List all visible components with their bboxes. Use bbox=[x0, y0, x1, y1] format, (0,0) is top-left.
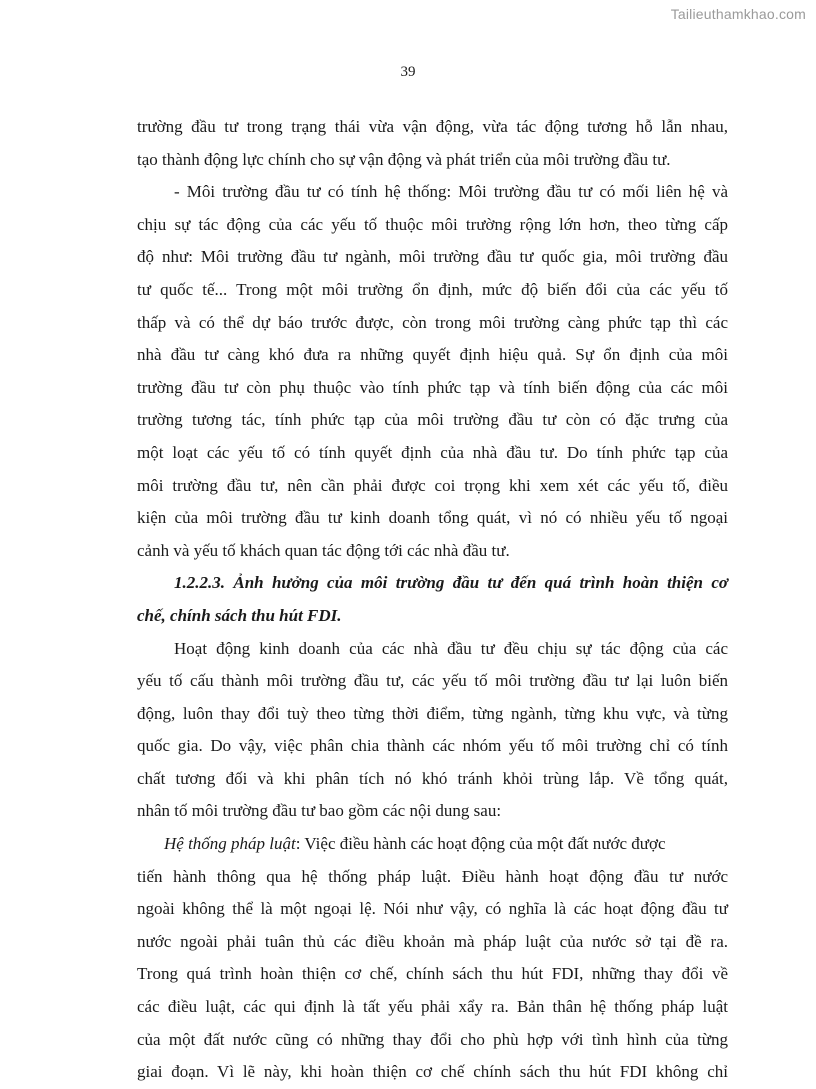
text-line: động, luôn thay đổi tuỳ theo từng thời điểm, từng ngành, từng khu vực, và từng bbox=[137, 703, 728, 723]
text-line: tạo thành động lực chính cho sự vận động và phát triển của môi trường đầu tư. bbox=[137, 149, 671, 169]
text-line: độ như: Môi trường đầu tư ngành, môi trường đầu tư quốc gia, môi trường đầu bbox=[137, 247, 728, 267]
text-line: chịu sự tác động của các yếu tố thuộc môi trường rộng lớn hơn, theo từng cấp bbox=[137, 214, 728, 234]
text-line: một loạt các yếu tố có tính quyết định của nhà đầu tư. Do tính phức tạp của bbox=[137, 442, 728, 462]
text-line: của một đất nước cũng có những thay đổi cho phù hợp với tình hình của từng bbox=[137, 1029, 728, 1049]
text-line: chất tương đối và khi phân tích nó khó tránh khỏi trùng lắp. Về tổng quát, bbox=[137, 768, 728, 788]
document-body bbox=[137, 111, 728, 1089]
text-line: thấp và có thể dự báo trước được, còn trong môi trường càng phức tạp thì các bbox=[137, 312, 728, 332]
italic-term: Hệ thống pháp luật bbox=[164, 834, 296, 854]
text-line: tiến hành thông qua hệ thống pháp luật. Điều hành hoạt động đầu tư nước bbox=[137, 866, 728, 886]
section-heading: chế, chính sách thu hút FDI. bbox=[137, 605, 342, 625]
text-line: Trong quá trình hoàn thiện cơ chế, chính sách thu hút FDI, những thay đổi về bbox=[137, 964, 728, 984]
text-line: - Môi trường đầu tư có tính hệ thống: Môi trường đầu tư có mối liên hệ và bbox=[174, 182, 728, 202]
text-line: tư quốc tế... Trong một môi trường ổn định, mức độ biến đổi của các yếu tố bbox=[137, 279, 728, 299]
section-heading: 1.2.2.3. Ảnh hưởng của môi trường đầu tư đến quá trình hoàn thiện cơ bbox=[174, 573, 728, 593]
text-line: môi trường đầu tư, nên cần phải được coi trọng khi xem xét các yếu tố, điều bbox=[137, 475, 728, 495]
text-line: giai đoạn. Vì lẽ này, khi hoàn thiện cơ chế chính sách thu hút FDI không chỉ bbox=[137, 1062, 728, 1082]
watermark: Tailieuthamkhao.com bbox=[670, 6, 806, 22]
text-line: yếu tố cấu thành môi trường đầu tư, các yếu tố môi trường đầu tư lại luôn biến bbox=[137, 671, 728, 691]
text-line: nhà đầu tư càng khó đưa ra những quyết định hiệu quả. Sự ổn định của môi bbox=[137, 345, 728, 365]
text-line: nhân tố môi trường đầu tư bao gồm các nội dung sau: bbox=[137, 801, 502, 821]
text-line: trường đầu tư còn phụ thuộc vào tính phức tạp và tính biến động của các môi bbox=[137, 377, 728, 397]
page-number: 39 bbox=[400, 64, 416, 80]
text-line: cảnh và yếu tố khách quan tác động tới các nhà đầu tư. bbox=[137, 540, 510, 560]
text-line: kiện của môi trường đầu tư kinh doanh tổng quát, vì nó có nhiều yếu tố ngoại bbox=[137, 508, 728, 528]
text-line bbox=[137, 828, 728, 861]
text-line: quốc gia. Do vậy, việc phân chia thành các nhóm yếu tố môi trường chỉ có tính bbox=[137, 736, 728, 756]
text-line: nước ngoài phải tuân thủ các điều khoản mà pháp luật của nước sở tại đề ra. bbox=[137, 931, 728, 951]
text-line: ngoài không thể là một ngoại lệ. Nói như vậy, có nghĩa là các hoạt động đầu tư bbox=[137, 899, 728, 919]
text-line: Hoạt động kinh doanh của các nhà đầu tư đều chịu sự tác động của các bbox=[174, 638, 728, 658]
text-line: trường đầu tư trong trạng thái vừa vận động, vừa tác động tương hỗ lẫn nhau, bbox=[137, 117, 728, 136]
text-line-rest: : Việc điều hành các hoạt động của một đất nước được bbox=[295, 834, 666, 854]
text-line: trường tương tác, tính phức tạp của môi trường đầu tư còn có đặc trưng của bbox=[137, 410, 728, 430]
text-line: các điều luật, các qui định là tất yếu phải xẩy ra. Bản thân hệ thống pháp luật bbox=[137, 997, 728, 1017]
